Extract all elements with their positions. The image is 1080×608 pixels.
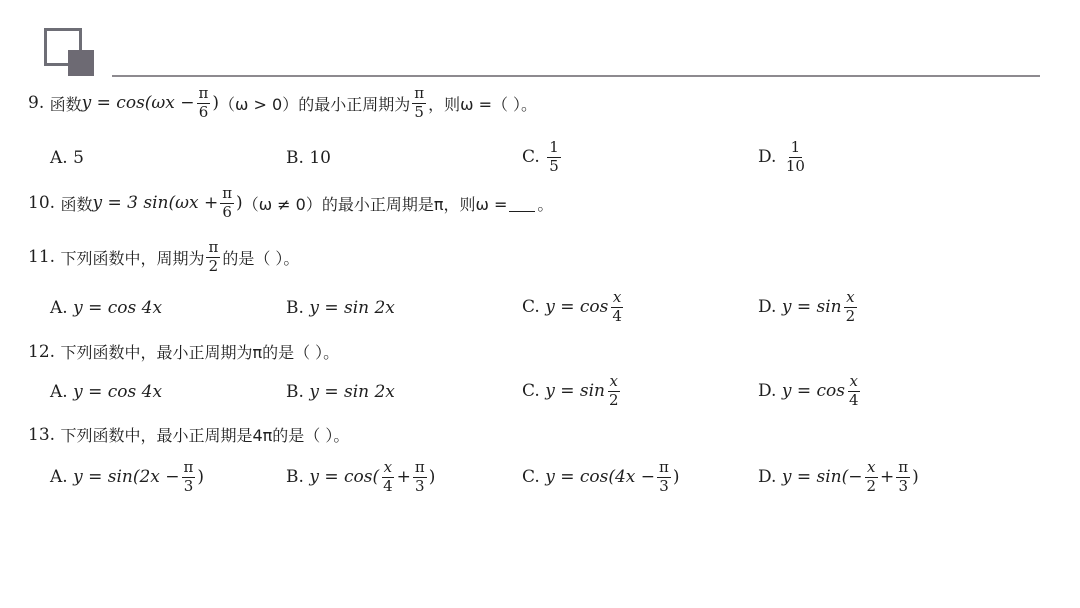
option-text: ) <box>672 467 680 488</box>
fraction-denominator: 2 <box>845 306 856 325</box>
fraction <box>657 460 671 495</box>
option-text: y = cos 4x <box>73 298 163 318</box>
fraction-numerator: π <box>898 458 909 476</box>
fraction-denominator: 3 <box>415 476 425 495</box>
fraction-numerator: 1 <box>549 138 559 156</box>
condition: （ω > 0） <box>219 94 299 114</box>
option-letter: B. <box>286 298 304 318</box>
fraction <box>547 140 561 175</box>
question-number: 9. <box>28 93 45 114</box>
operator: + <box>396 467 411 488</box>
fraction-numerator: x <box>609 372 618 390</box>
option-text: y = cos(4x − <box>545 467 656 488</box>
option-letter: A. <box>50 298 68 318</box>
option-letter: B. <box>286 467 304 488</box>
fraction <box>412 86 426 121</box>
fraction-numerator: x <box>849 372 858 390</box>
option-b[interactable] <box>286 460 435 495</box>
question-text: 的最小正周期是π，则ω = <box>321 194 508 214</box>
question-text: ，则ω =（ ）。 <box>428 94 538 114</box>
fraction-denominator: 2 <box>608 390 619 409</box>
fraction-denominator: 2 <box>866 476 877 495</box>
question-12 <box>28 340 339 363</box>
option-text: y = cos <box>545 297 609 318</box>
option-d[interactable] <box>758 140 809 175</box>
option-text: ) <box>428 467 436 488</box>
math-expression: ) <box>236 193 243 214</box>
fraction-denominator: 5 <box>414 102 424 121</box>
fraction-denominator: 2 <box>208 256 219 275</box>
question-13 <box>28 423 349 446</box>
option-b[interactable] <box>286 148 331 168</box>
question-number: 11. <box>28 247 56 268</box>
option-letter: A. <box>50 467 68 488</box>
math-expression: y = 3 sin(ωx + <box>92 193 219 214</box>
fraction-numerator: π <box>208 238 219 256</box>
option-b[interactable] <box>286 298 395 318</box>
option-a[interactable] <box>50 460 204 495</box>
fraction-denominator: 10 <box>785 156 805 175</box>
operator: + <box>880 467 895 488</box>
option-letter: D. <box>758 147 777 168</box>
fraction-numerator: π <box>414 84 425 102</box>
question-number: 10. <box>28 193 56 214</box>
fraction-denominator: 6 <box>222 202 232 221</box>
fraction-denominator: 3 <box>659 476 669 495</box>
fraction <box>413 460 427 495</box>
fraction <box>182 460 196 495</box>
fraction-numerator: x <box>846 288 855 306</box>
option-c[interactable] <box>522 290 626 325</box>
question-text: 。 <box>537 194 554 214</box>
fraction-numerator: x <box>867 458 876 476</box>
fraction <box>381 460 395 495</box>
question-text: 函数 <box>49 94 82 114</box>
question-text: 下列函数中，最小正周期为π的是（ ）。 <box>60 343 340 362</box>
option-letter: A. <box>50 382 68 402</box>
fraction <box>197 86 211 121</box>
option-letter: B. <box>286 382 304 402</box>
fraction-denominator: 5 <box>549 156 559 175</box>
fraction <box>607 374 621 409</box>
fraction <box>847 374 861 409</box>
logo-filled-square <box>68 50 94 76</box>
option-text: y = cos <box>781 381 845 402</box>
question-text: 函数 <box>60 194 93 214</box>
fraction-numerator: π <box>183 458 194 476</box>
option-b[interactable] <box>286 382 395 402</box>
option-text: y = sin(− <box>781 467 863 488</box>
fraction-denominator: 3 <box>898 476 908 495</box>
question-10 <box>28 186 553 221</box>
option-text: y = cos( <box>309 467 380 488</box>
option-text: y = sin(2x − <box>73 467 180 488</box>
fraction-numerator: π <box>198 84 209 102</box>
fraction-denominator: 4 <box>383 476 393 495</box>
fraction <box>206 240 220 275</box>
option-text: 10 <box>309 148 331 168</box>
math-expression: ) <box>212 93 220 114</box>
fraction-numerator: x <box>612 288 622 306</box>
answer-blank[interactable] <box>509 195 535 212</box>
fraction-numerator: x <box>383 458 393 476</box>
question-number: 13. <box>28 424 56 445</box>
option-text: ) <box>912 467 919 488</box>
question-text: 下列函数中，周期为 <box>60 248 205 268</box>
option-letter: A. <box>50 148 68 168</box>
question-text: 的是（ ）。 <box>222 248 300 268</box>
fraction <box>844 290 858 325</box>
option-letter: C. <box>522 147 540 168</box>
question-9 <box>28 86 537 121</box>
question-text: 下列函数中，最小正周期是4π的是（ ）。 <box>60 426 350 445</box>
option-a[interactable] <box>50 148 84 168</box>
fraction <box>784 140 807 175</box>
option-letter: D. <box>758 467 777 488</box>
option-d[interactable] <box>758 290 859 325</box>
option-c[interactable] <box>522 460 680 495</box>
fraction <box>610 290 624 325</box>
fraction-numerator: π <box>222 184 233 202</box>
fraction-numerator: π <box>414 458 425 476</box>
option-text: y = sin <box>781 297 842 318</box>
option-c[interactable] <box>522 374 623 409</box>
header-divider <box>112 75 1040 77</box>
fraction <box>220 186 234 221</box>
fraction-numerator: 1 <box>790 138 801 156</box>
math-expression: y = cos(ωx − <box>81 93 195 114</box>
option-a[interactable] <box>50 382 162 402</box>
option-text: y = sin <box>545 381 605 402</box>
option-text: y = sin 2x <box>309 298 395 318</box>
option-text: y = cos 4x <box>73 382 163 402</box>
logo-squares-icon <box>44 28 96 78</box>
question-number: 12. <box>28 341 56 362</box>
option-letter: D. <box>758 381 777 402</box>
condition: （ω ≠ 0） <box>242 194 322 214</box>
question-11 <box>28 240 299 275</box>
option-a[interactable] <box>50 298 162 318</box>
option-letter: C. <box>522 467 540 488</box>
option-letter: D. <box>758 297 777 318</box>
option-letter: C. <box>522 297 540 318</box>
fraction <box>865 460 879 495</box>
option-letter: B. <box>286 148 304 168</box>
fraction-denominator: 4 <box>612 306 622 325</box>
option-text: ) <box>197 467 205 488</box>
question-text: 的最小正周期为 <box>298 94 411 114</box>
fraction <box>896 460 910 495</box>
option-letter: C. <box>522 381 540 402</box>
option-text: 5 <box>73 148 84 168</box>
fraction-numerator: π <box>659 458 669 476</box>
option-text: y = sin 2x <box>309 382 395 402</box>
option-d[interactable] <box>758 374 863 409</box>
fraction-denominator: 3 <box>183 476 194 495</box>
option-c[interactable] <box>522 140 563 175</box>
fraction-denominator: 4 <box>848 390 859 409</box>
fraction-denominator: 6 <box>198 102 209 121</box>
option-d[interactable] <box>758 460 919 495</box>
